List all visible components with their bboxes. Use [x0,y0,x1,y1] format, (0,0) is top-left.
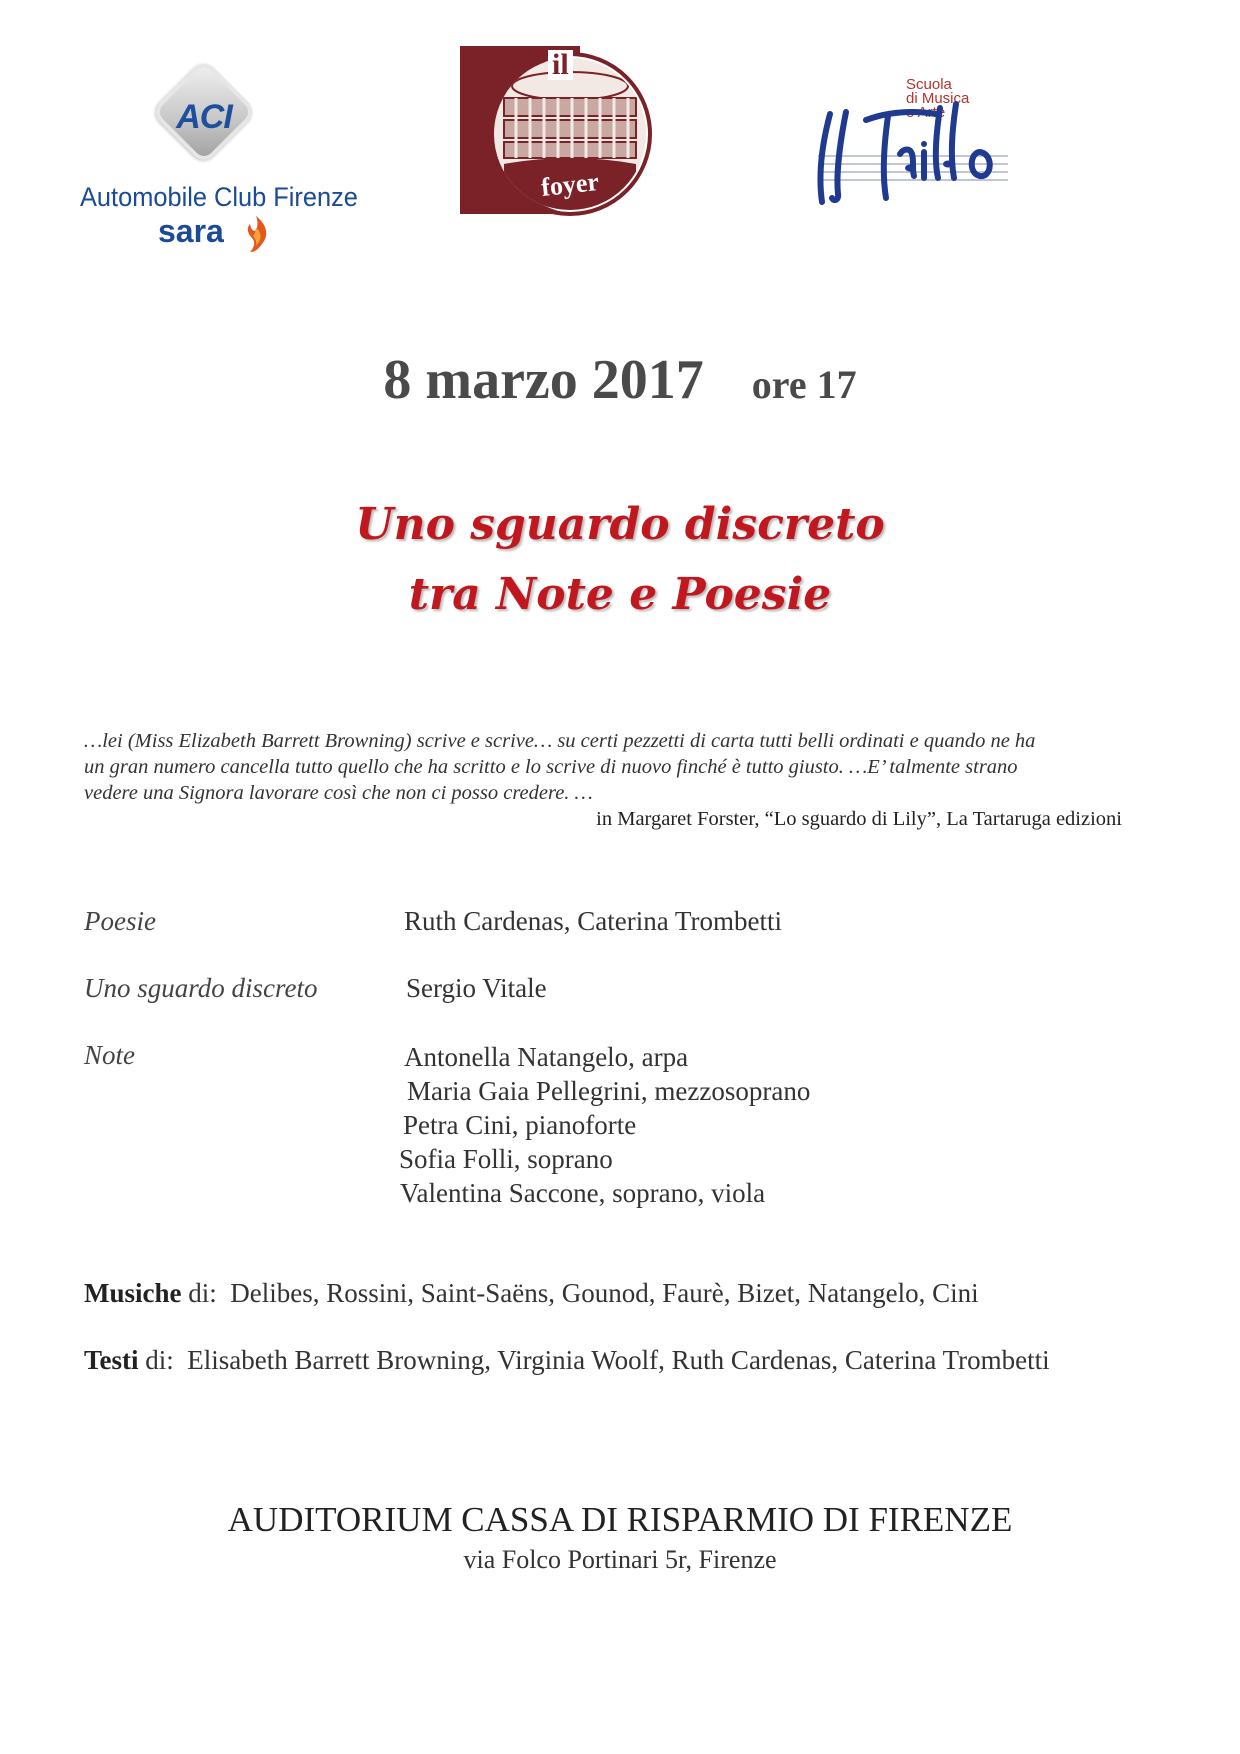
event-time: ore 17 [751,362,857,407]
sara-wordmark: sara [158,213,224,249]
aci-emblem-text: ACI [176,98,232,136]
venue-address: via Folco Portinari 5r, Firenze [463,1545,777,1574]
performer-item: Maria Gaia Pellegrini, mezzosoprano [407,1076,811,1106]
sara-flame-icon [240,214,272,254]
music-credits [84,1278,979,1309]
title-line-2: tra Note e Poesie [408,569,832,620]
trillo-school-label: Scuola di Musica e Arte [906,76,970,121]
foyer-il-text: il [548,50,573,80]
trillo-logo [808,72,1038,212]
foyer-name-text: foyer [539,167,601,202]
title-line-1: Uno sguardo discreto [355,499,885,550]
credit-label-poetry: Poesie [84,906,156,936]
event-date: 8 marzo 2017 [383,349,704,411]
quote-line: un gran numero cancella tutto quello che ha scritto e lo scrive di nuovo finché è tutto giusto. …E’ talmente strano [84,756,1018,778]
texts-authors: Elisabeth Barrett Browning, Virginia Woolf, Ruth Cardenas, Caterina Trombetti [187,1345,1050,1375]
performer-item: Antonella Natangelo, arpa [404,1042,689,1072]
music-label: Musiche [84,1278,182,1308]
quote-citation: in Margaret Forster, “Lo sguardo di Lily”, La Tartaruga edizioni [596,808,1122,830]
treble-staff-icon [808,94,1034,212]
performer-item: Sofia Folli, soprano [399,1144,613,1174]
aci-logo [78,68,358,258]
quote-line: …lei (Miss Elizabeth Barrett Browning) scrive e scrive… su certi pezzetti di carta tutti belli ordinati e quando ne ha [84,730,1036,752]
credit-label-glance: Uno sguardo discreto [84,973,318,1003]
music-composers: Delibes, Rossini, Saint-Saëns, Gounod, Faurè, Bizet, Natangelo, Cini [230,1278,979,1308]
credit-value-poetry: Ruth Cardenas, Caterina Trombetti [404,906,782,936]
performer-item: Valentina Saccone, soprano, viola [400,1178,766,1208]
foyer-logo [460,46,660,216]
music-suffix: di: [188,1278,217,1308]
texts-label: Testi [84,1345,139,1375]
quote-block [84,728,1164,806]
aci-club-name: Automobile Club Firenze [80,182,358,212]
texts-suffix: di: [145,1345,174,1375]
quote-line: vedere una Signora lavorare così che non ci posso credere. … [84,782,593,804]
credit-label-notes: Note [84,1040,135,1070]
credit-value-glance: Sergio Vitale [406,973,547,1003]
event-title [0,490,1240,630]
event-datetime [0,348,1240,412]
performer-item: Petra Cini, pianoforte [403,1110,637,1140]
venue-name: AUDITORIUM CASSA DI RISPARMIO DI FIRENZE [227,1500,1013,1539]
texts-credits [84,1345,1050,1376]
